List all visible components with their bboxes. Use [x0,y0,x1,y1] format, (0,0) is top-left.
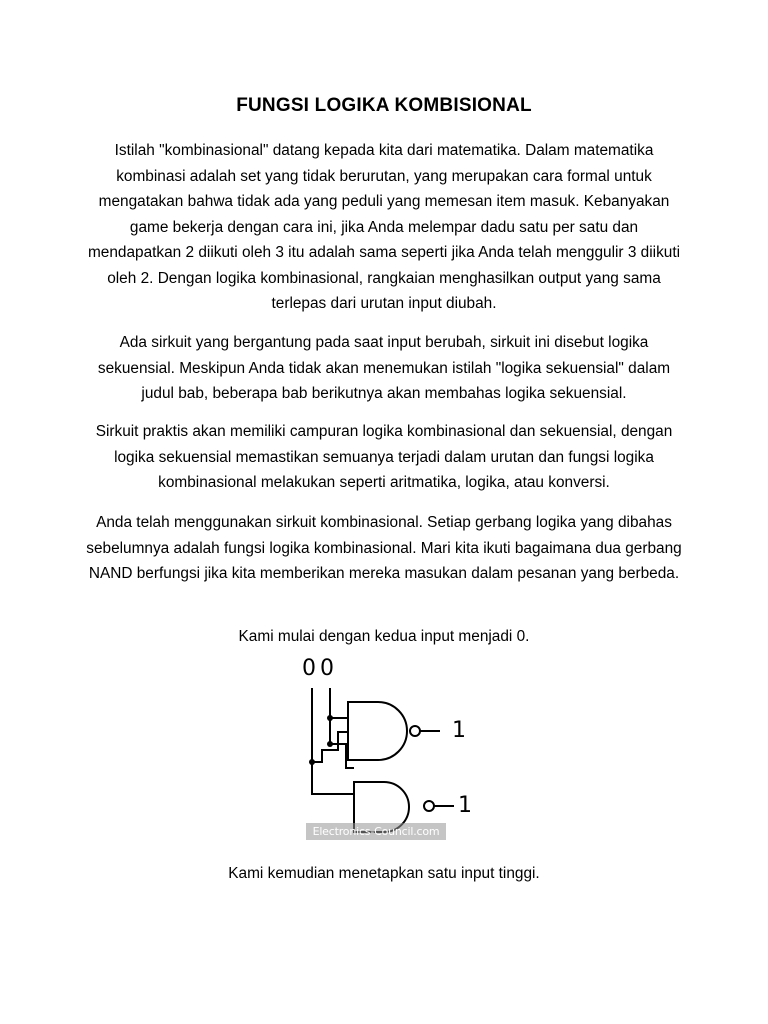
junction-dot [327,741,333,747]
nand-circuit-diagram [298,656,480,846]
paragraph-intro: Istilah "kombinasional" datang kepada kita dari matematika. Dalam matematika kombinasi adalah set yang tidak berurutan, yang merupakan cara formal untuk mengatakan bahwa tidak ada yang peduli yang memesan item masuk. Kebanyakan game bekerja dengan cara ini, jika Anda melempar dadu satu per satu dan mendapatkan 2 diikuti oleh 3 itu adalah sama seperti jika Anda telah menggulir 3 diikuti oleh 2. Dengan logika kombinasional, rangkaian menghasilkan output yang sama terlepas dari urutan input diubah. [87,142,681,312]
paragraph-practical: Sirkuit praktis akan memiliki campuran logika kombinasional dan sekuensial, dengan logika sekuensial memastikan semuanya terjadi dalam urutan dan fungsi logika kombinasional melakukan seperti aritmatika, logika, atau konversi. [95,423,673,491]
wire-input-b [330,688,354,768]
output-1-label: 1 [452,718,466,743]
output-2-label: 1 [458,793,472,818]
input-a-label: 0 [302,656,316,681]
input-b-label: 0 [320,656,334,681]
paragraph-one-input-high: Kami kemudian menetapkan satu input tinggi. [228,865,540,882]
junction-dot [309,759,315,765]
watermark-text: Electronics-Council.com [312,825,440,838]
document-title: FUNGSI LOGIKA KOMBISIONAL [236,95,532,116]
paragraph-nand-intro: Anda telah menggunakan sirkuit kombinasional. Setiap gerbang logika yang dibahas sebelumnya adalah fungsi logika kombinasional. Mari kita ikuti bagaimana dua gerbang NAND berfungsi jika kita memberikan mereka masukan dalam pesanan yang berbeda. [86,514,682,582]
nand-gate-1 [348,702,407,760]
junction-dot [327,715,333,721]
nand-circuit-figure [298,656,480,846]
paragraph-start-inputs: Kami mulai dengan kedua input menjadi 0. [238,628,530,645]
paragraph-sequential: Ada sirkuit yang bergantung pada saat input berubah, sirkuit ini disebut logika sekuensial. Meskipun Anda tidak akan menemukan istilah "logika sekuensial" dalam judul bab, beberapa bab berikutnya akan membahas logika sekuensial. [97,334,671,402]
nand-gate-2-bubble [424,801,434,811]
nand-gate-1-bubble [410,726,420,736]
